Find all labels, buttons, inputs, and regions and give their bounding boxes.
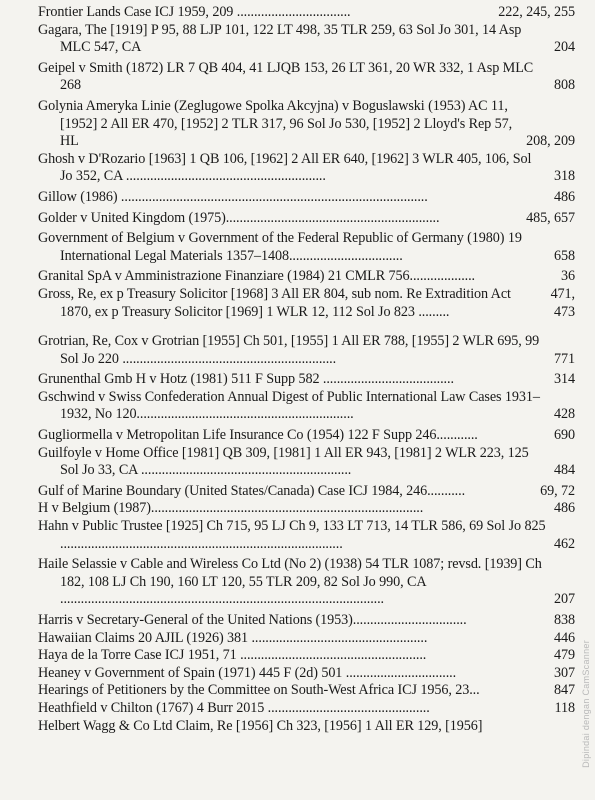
index-entry bbox=[38, 718, 575, 736]
entry-pages: 471, 473 bbox=[550, 285, 575, 320]
entry-pages: 484 bbox=[554, 462, 575, 479]
index-entry bbox=[38, 210, 575, 228]
index-entry bbox=[38, 556, 575, 609]
entry-text: Grotrian, Re, Cox v Grotrian [1955] Ch 501, [1955] 1 All ER 788, [1955] 2 WLR 695, 99 Sol Jo 220 .............................................................. bbox=[38, 333, 540, 367]
index-entry bbox=[38, 98, 575, 151]
entry-text: Gagara, The [1919] P 95, 88 LJP 101, 122 LT 498, 35 TLR 259, 63 Sol Jo 301, 14 Asp MLC 547, CA bbox=[38, 21, 522, 56]
entry-pages: 486 bbox=[554, 188, 575, 205]
entry-text: Gschwind v Swiss Confederation Annual Digest of Public International Law Cases 1931–1932, No 120............................................................... bbox=[38, 388, 540, 423]
entry-pages: 690 bbox=[554, 427, 575, 444]
entry-text: Frontier Lands Case ICJ 1959, 209 ................................. bbox=[38, 4, 351, 20]
entry-text: Haya de la Torre Case ICJ 1951, 71 ...................................................... bbox=[38, 647, 427, 664]
entry-text: Gugliormella v Metropolitan Life Insurance Co (1954) 122 F Supp 246............ bbox=[38, 427, 478, 444]
entry-pages: 485, 657 bbox=[526, 209, 575, 226]
entry-text: Golynia Ameryka Linie (Zeglugowe Spolka Akcyjna) v Boguslawski (1953) AC 11, [1952] 2 All ER 470, [1952] 2 TLR 317, 96 Sol Jo 530, [1952] 2 Lloyd's Rep 57, HL bbox=[38, 97, 513, 150]
entry-text: Hawaiian Claims 20 AJIL (1926) 381 ................................................... bbox=[38, 629, 428, 646]
entry-pages: 771 bbox=[554, 350, 575, 367]
index-entry bbox=[38, 630, 575, 648]
entry-text: Guilfoyle v Home Office [1981] QB 309, [1981] 1 All ER 943, [1981] 2 WLR 223, 125 Sol Jo 33, CA ............................................................. bbox=[38, 444, 529, 479]
entry-text: Gillow (1986) ......................................................................................... bbox=[38, 188, 428, 205]
entry-text: Haile Selassie v Cable and Wireless Co Ltd (No 2) (1938) 54 TLR 1087; revsd. [1939] Ch 182, 108 LJ Ch 190, 160 LT 120, 55 TLR 209, 82 Sol Jo 990, CA .............................................................................................. bbox=[38, 556, 542, 608]
entry-text: Hearings of Petitioners by the Committee on South-West Africa ICJ 1956, 23... bbox=[38, 682, 480, 699]
index-entry bbox=[38, 333, 575, 368]
scanner-watermark: Dipindai dengan CamScanner bbox=[581, 640, 591, 768]
entry-text: Helbert Wagg & Co Ltd Claim, Re [1956] Ch 323, [1956] 1 All ER 129, [1956] bbox=[38, 717, 483, 734]
index-entry bbox=[38, 700, 575, 718]
entry-pages: 838 bbox=[554, 612, 575, 628]
entry-pages: 318 bbox=[554, 168, 575, 185]
index-entry bbox=[38, 427, 575, 445]
entry-pages: 222, 245, 255 bbox=[498, 4, 575, 20]
entry-text: Geipel v Smith (1872) LR 7 QB 404, 41 LJQB 153, 26 LT 361, 20 WR 332, 1 Asp MLC 268 bbox=[38, 59, 534, 94]
entry-text: Harris v Secretary-General of the United Nations (1953)................................. bbox=[38, 612, 467, 628]
index-entry bbox=[38, 60, 575, 95]
entry-pages: 69, 72 bbox=[540, 482, 575, 499]
index-entry bbox=[38, 230, 575, 265]
entry-pages: 204 bbox=[554, 39, 575, 56]
entry-pages: 658 bbox=[554, 247, 575, 264]
entry-pages: 208, 209 bbox=[526, 133, 575, 150]
entry-text: H v Belgium (1987)............................................................................... bbox=[38, 500, 424, 517]
entry-pages: 479 bbox=[554, 647, 575, 664]
entry-pages: 118 bbox=[554, 699, 575, 716]
index-entry bbox=[38, 389, 575, 424]
entry-pages: 462 bbox=[554, 535, 575, 552]
index-entry bbox=[38, 371, 575, 389]
index-entry bbox=[38, 22, 575, 57]
index-entry bbox=[38, 151, 575, 186]
entry-text: Gross, Re, ex p Treasury Solicitor [1968] 3 All ER 804, sub nom. Re Extradition Act 1870, ex p Treasury Solicitor [1969] 1 WLR 12, 112 Sol Jo 823 ......... bbox=[38, 285, 511, 320]
entry-text: Heaney v Government of Spain (1971) 445 F (2d) 501 ................................ bbox=[38, 664, 457, 681]
entry-pages: 36 bbox=[561, 268, 575, 285]
entry-pages: 808 bbox=[554, 77, 575, 94]
entry-text: Ghosh v D'Rozario [1963] 1 QB 106, [1962] 2 All ER 640, [1962] 3 WLR 405, 106, Sol Jo 352, CA .......................................................... bbox=[38, 150, 532, 185]
entry-pages: 307 bbox=[554, 664, 575, 681]
index-entry bbox=[38, 445, 575, 480]
index-entry bbox=[38, 189, 575, 207]
entry-text: Hahn v Public Trustee [1925] Ch 715, 95 LJ Ch 9, 133 LT 713, 14 TLR 586, 69 Sol Jo 825 .................................................................................. bbox=[38, 518, 546, 552]
index-entry bbox=[38, 682, 575, 700]
entry-text: Grunenthal Gmb H v Hotz (1981) 511 F Supp 582 ...................................... bbox=[38, 371, 454, 388]
entry-text: Granital SpA v Amministrazione Finanziare (1984) 21 CMLR 756................... bbox=[38, 268, 475, 285]
entry-text: Golder v United Kingdom (1975).............................................................. bbox=[38, 209, 440, 226]
index-entry bbox=[38, 268, 575, 286]
entry-pages: 428 bbox=[554, 406, 575, 423]
entry-text: Gulf of Marine Boundary (United States/Canada) Case ICJ 1984, 246........... bbox=[38, 482, 466, 499]
index-entry bbox=[38, 665, 575, 683]
entry-text: Government of Belgium v Government of the Federal Republic of Germany (1980) 19 International Legal Materials 1357–1408................................. bbox=[38, 230, 522, 264]
index-entry bbox=[38, 612, 575, 630]
index-entry bbox=[38, 483, 575, 501]
index-entry bbox=[38, 500, 575, 518]
entry-pages: 207 bbox=[554, 591, 575, 608]
index-entry bbox=[38, 647, 575, 665]
entry-pages: 486 bbox=[554, 500, 575, 517]
entry-text: Heathfield v Chilton (1767) 4 Burr 2015 ............................................... bbox=[38, 699, 430, 716]
entry-pages: 446 bbox=[554, 629, 575, 646]
entry-pages: 314 bbox=[554, 371, 575, 388]
entry-pages: 847 bbox=[554, 682, 575, 699]
index-entry bbox=[38, 4, 575, 22]
index-entry bbox=[38, 286, 575, 321]
index-entry bbox=[38, 518, 575, 553]
